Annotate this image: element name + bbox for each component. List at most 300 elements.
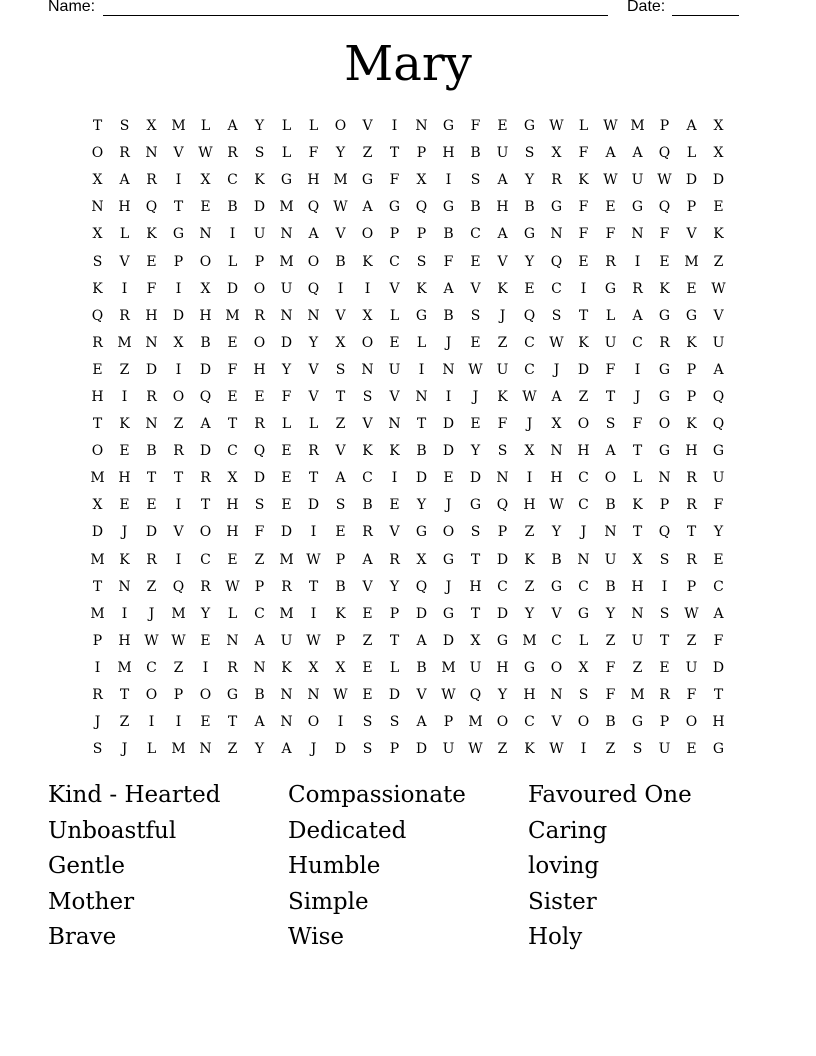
grid-letter: Y [335,145,346,162]
grid-letter: V [335,226,346,243]
grid-letter: E [686,280,697,297]
grid-letter: I [445,172,452,189]
grid-letter: I [121,388,128,405]
grid-letter: M [684,253,699,270]
grid-letter: X [92,226,103,243]
grid-letter: W [711,280,726,297]
grid-letter: L [389,307,400,324]
grid-letter: B [335,578,346,595]
grid-letter: D [253,470,266,487]
grid-letter: A [200,416,211,433]
grid-letter: K [713,226,724,243]
grid-letter: V [551,605,562,622]
grid-letter: N [604,524,617,541]
grid-letter: W [549,497,564,514]
grid-row [84,248,732,275]
grid-letter: B [227,199,238,216]
grid-letter: K [254,172,265,189]
grid-letter: Y [497,687,508,704]
grid-letter: N [415,118,428,135]
grid-letter: H [523,687,536,704]
grid-letter: J [445,578,452,595]
grid-letter: B [605,714,616,731]
grid-letter: J [121,524,128,541]
grid-letter: I [661,578,668,595]
grid-letter: K [281,659,292,676]
grid-letter: M [90,470,105,487]
grid-letter: S [659,605,670,622]
grid-letter: A [605,145,616,162]
grid-letter: D [496,605,509,622]
grid-letter: U [253,226,266,243]
grid-letter: N [280,307,293,324]
grid-letter: E [227,334,238,351]
grid-letter: O [253,280,266,297]
grid-row [84,628,732,655]
grid-letter: Z [362,632,373,649]
grid-letter: E [389,497,400,514]
grid-letter: P [254,578,265,595]
grid-letter: E [281,470,292,487]
grid-letter: R [605,253,616,270]
grid-letter: R [254,307,265,324]
grid-letter: O [577,714,590,731]
grid-letter: E [659,659,670,676]
grid-letter: E [281,443,292,460]
grid-letter: A [713,361,724,378]
grid-letter: R [146,388,157,405]
grid-letter: P [173,687,184,704]
grid-letter: K [659,280,670,297]
grid-letter: T [632,524,643,541]
grid-letter: S [335,497,346,514]
grid-letter: N [496,470,509,487]
grid-letter: U [631,632,644,649]
grid-letter: K [497,280,508,297]
grid-letter: D [253,199,266,216]
grid-letter: C [551,280,562,297]
grid-letter: G [442,605,455,622]
grid-letter: N [442,361,455,378]
grid-letter: D [577,361,590,378]
grid-letter: I [229,226,236,243]
grid-letter: I [121,280,128,297]
grid-letter: K [497,388,508,405]
grid-letter: N [415,388,428,405]
grid-letter: N [550,687,563,704]
grid-letter: W [603,118,618,135]
grid-letter: D [712,659,725,676]
grid-letter: D [415,470,428,487]
grid-letter: A [254,714,265,731]
grid-row [84,194,732,221]
grid-letter: B [524,199,535,216]
grid-letter: H [712,714,725,731]
grid-letter: P [92,632,103,649]
name-label: Name: [48,0,96,15]
grid-letter: S [524,145,535,162]
grid-letter: D [280,334,293,351]
grid-letter: H [550,470,563,487]
grid-letter: N [550,226,563,243]
grid-letter: G [523,118,536,135]
grid-letter: T [227,714,238,731]
grid-letter: I [418,361,425,378]
grid-letter: P [659,118,670,135]
grid-letter: N [307,687,320,704]
grid-letter: T [416,416,427,433]
grid-letter: D [91,524,104,541]
grid-letter: T [470,551,481,568]
grid-letter: P [416,226,427,243]
grid-letter: M [117,659,132,676]
grid-letter: V [173,524,184,541]
grid-letter: J [121,741,128,758]
grid-letter: Z [497,334,508,351]
grid-letter: H [523,497,536,514]
grid-letter: Y [416,497,427,514]
grid-letter: J [580,524,587,541]
grid-letter: G [550,199,563,216]
grid-letter: B [605,578,616,595]
grid-letter: I [175,361,182,378]
grid-letter: E [146,497,157,514]
grid-letter: J [499,307,506,324]
grid-letter: P [254,253,265,270]
grid-row [84,113,732,140]
grid-letter: X [578,659,589,676]
grid-letter: X [470,632,481,649]
grid-letter: A [416,632,427,649]
grid-letter: F [578,226,589,243]
grid-letter: Q [550,253,563,270]
grid-letter: Q [658,199,671,216]
word-list-item: Brave [48,924,117,951]
grid-letter: Q [91,307,104,324]
grid-letter: H [91,388,104,405]
grid-letter: U [496,361,509,378]
grid-letter: X [200,172,211,189]
grid-letter: J [310,741,317,758]
grid-letter: W [225,578,240,595]
grid-letter: I [364,280,371,297]
grid-letter: O [91,145,104,162]
grid-letter: E [443,470,454,487]
grid-letter: O [361,226,374,243]
grid-letter: D [415,741,428,758]
grid-letter: C [227,172,238,189]
grid-letter: A [605,443,616,460]
grid-letter: F [605,687,616,704]
grid-letter: Q [172,578,185,595]
grid-letter: T [173,470,184,487]
grid-letter: U [280,280,293,297]
grid-letter: N [550,443,563,460]
grid-letter: E [713,551,724,568]
grid-letter: M [171,605,186,622]
grid-letter: V [308,361,319,378]
grid-letter: C [254,605,265,622]
grid-letter: Q [523,307,536,324]
grid-letter: R [146,172,157,189]
grid-letter: X [416,551,427,568]
grid-letter: Y [254,118,265,135]
grid-letter: A [686,118,697,135]
grid-letter: S [335,361,346,378]
grid-letter: V [470,280,481,297]
grid-letter: E [200,632,211,649]
grid-letter: Z [335,416,346,433]
grid-letter: U [388,361,401,378]
grid-letter: Q [415,199,428,216]
grid-letter: G [496,632,509,649]
grid-letter: N [118,578,131,595]
grid-letter: O [145,687,158,704]
grid-letter: B [443,226,454,243]
grid-letter: Y [551,524,562,541]
grid-letter: K [524,551,535,568]
grid-letter: C [200,551,211,568]
grid-letter: Z [713,253,724,270]
grid-letter: O [253,334,266,351]
grid-letter: M [279,605,294,622]
grid-letter: O [334,118,347,135]
grid-letter: K [686,334,697,351]
word-search-grid [84,113,732,763]
grid-letter: Y [524,172,535,189]
grid-row [84,221,732,248]
grid-letter: C [578,497,589,514]
grid-letter: G [631,714,644,731]
grid-letter: U [631,172,644,189]
grid-letter: K [335,605,346,622]
grid-letter: X [200,280,211,297]
grid-letter: J [634,388,641,405]
grid-letter: G [685,307,698,324]
grid-letter: W [441,687,456,704]
grid-letter: G [361,172,374,189]
grid-letter: X [146,118,157,135]
grid-letter: Z [605,632,616,649]
grid-letter: M [279,253,294,270]
grid-letter: X [362,307,373,324]
grid-letter: W [522,388,537,405]
grid-letter: V [551,714,562,731]
grid-letter: D [334,741,347,758]
grid-letter: I [391,118,398,135]
grid-letter: Q [658,145,671,162]
grid-letter: Q [712,388,725,405]
grid-letter: X [551,416,562,433]
grid-letter: X [92,497,103,514]
grid-letter: M [630,687,645,704]
grid-row [84,519,732,546]
grid-letter: Z [686,632,697,649]
grid-letter: K [389,443,400,460]
grid-row [84,601,732,628]
grid-letter: D [172,307,185,324]
grid-letter: X [713,145,724,162]
grid-letter: N [658,470,671,487]
grid-row [84,547,732,574]
grid-letter: I [175,280,182,297]
grid-letter: J [526,416,533,433]
grid-letter: I [175,497,182,514]
grid-row [84,438,732,465]
grid-letter: Q [712,416,725,433]
grid-letter: Z [173,659,184,676]
grid-letter: N [226,632,239,649]
grid-letter: E [578,253,589,270]
grid-letter: V [389,388,400,405]
grid-letter: P [389,226,400,243]
grid-letter: L [416,334,427,351]
grid-letter: P [686,361,697,378]
grid-letter: F [443,253,454,270]
grid-letter: C [551,632,562,649]
grid-letter: W [306,551,321,568]
grid-row [84,167,732,194]
grid-letter: T [632,443,643,460]
grid-letter: Z [524,524,535,541]
grid-letter: P [335,632,346,649]
grid-letter: J [472,388,479,405]
grid-letter: W [549,741,564,758]
grid-letter: W [468,361,483,378]
word-list [48,778,768,956]
grid-letter: P [686,199,697,216]
grid-letter: W [144,632,159,649]
grid-letter: K [119,416,130,433]
grid-letter: E [362,605,373,622]
grid-letter: B [335,253,346,270]
grid-letter: Z [605,741,616,758]
grid-letter: U [685,659,698,676]
grid-letter: F [605,226,616,243]
grid-letter: A [227,118,238,135]
grid-row [84,465,732,492]
grid-row [84,492,732,519]
grid-letter: P [497,524,508,541]
grid-letter: U [280,632,293,649]
grid-letter: X [632,551,643,568]
grid-letter: X [173,334,184,351]
grid-letter: E [686,741,697,758]
date-blank-line [672,15,739,16]
grid-letter: F [308,145,319,162]
grid-letter: F [281,388,292,405]
grid-letter: M [225,307,240,324]
grid-letter: K [578,334,589,351]
grid-letter: H [199,307,212,324]
grid-row [84,303,732,330]
grid-letter: F [389,172,400,189]
grid-letter: H [118,632,131,649]
grid-letter: F [713,632,724,649]
grid-letter: O [685,714,698,731]
grid-letter: G [415,524,428,541]
grid-letter: C [497,578,508,595]
grid-letter: E [119,497,130,514]
grid-letter: D [442,416,455,433]
grid-letter: F [497,416,508,433]
grid-letter: D [226,280,239,297]
grid-letter: I [445,388,452,405]
grid-letter: I [337,714,344,731]
grid-letter: G [631,199,644,216]
grid-letter: G [442,199,455,216]
grid-letter: H [496,199,509,216]
grid-letter: M [171,118,186,135]
grid-letter: V [713,307,724,324]
grid-letter: A [335,470,346,487]
grid-row [84,736,732,763]
grid-letter: S [659,551,670,568]
grid-letter: E [92,361,103,378]
grid-letter: N [280,714,293,731]
grid-letter: Z [173,416,184,433]
grid-letter: G [712,741,725,758]
grid-letter: U [469,659,482,676]
grid-letter: G [658,307,671,324]
grid-letter: M [90,551,105,568]
grid-letter: Q [496,497,509,514]
grid-letter: I [580,280,587,297]
grid-letter: A [443,280,454,297]
grid-letter: K [578,172,589,189]
grid-letter: W [333,199,348,216]
grid-letter: H [577,443,590,460]
grid-letter: B [254,687,265,704]
grid-letter: H [118,199,131,216]
grid-letter: X [551,145,562,162]
grid-letter: A [416,714,427,731]
grid-letter: M [279,199,294,216]
grid-letter: O [442,524,455,541]
grid-letter: E [497,118,508,135]
grid-letter: W [549,118,564,135]
grid-row [84,276,732,303]
grid-letter: N [91,199,104,216]
grid-letter: Q [307,280,320,297]
grid-letter: D [442,443,455,460]
grid-letter: G [415,307,428,324]
grid-letter: P [389,605,400,622]
grid-letter: A [713,605,724,622]
grid-letter: S [362,714,373,731]
grid-letter: I [634,361,641,378]
grid-letter: S [470,307,481,324]
grid-row [84,574,732,601]
grid-letter: G [658,388,671,405]
grid-letter: R [551,172,562,189]
grid-letter: S [389,714,400,731]
grid-letter: O [307,714,320,731]
grid-letter: S [551,307,562,324]
grid-letter: K [362,443,373,460]
grid-letter: D [145,524,158,541]
grid-letter: Y [200,605,211,622]
grid-letter: I [310,524,317,541]
grid-letter: Z [119,714,130,731]
grid-letter: I [148,714,155,731]
grid-letter: O [577,416,590,433]
grid-letter: Q [145,199,158,216]
grid-letter: S [254,497,265,514]
grid-row [84,682,732,709]
grid-letter: C [524,361,535,378]
grid-letter: S [470,524,481,541]
